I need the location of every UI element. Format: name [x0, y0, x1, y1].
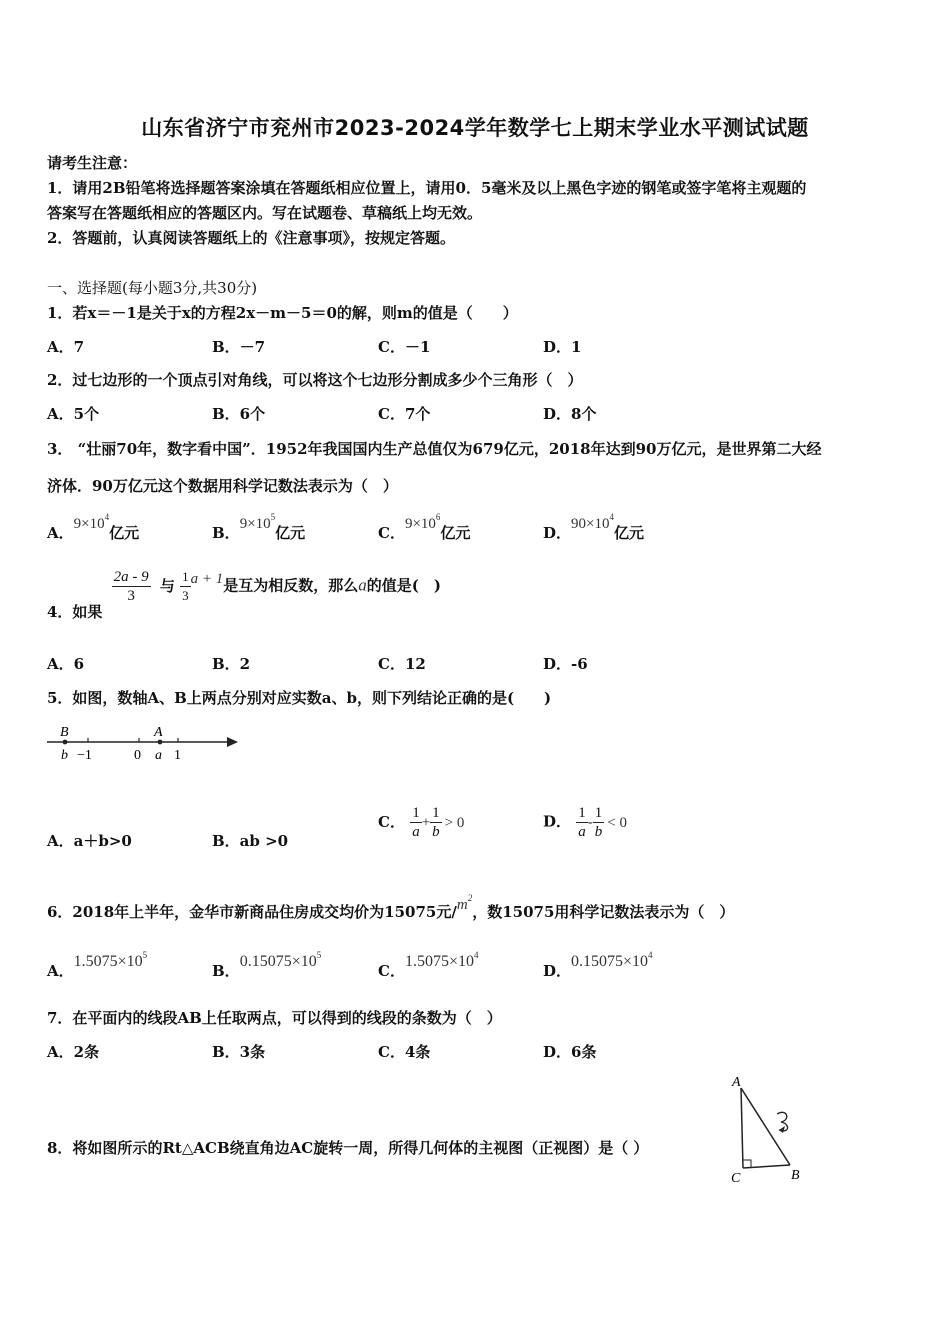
q5-option-d [543, 804, 627, 841]
notice-line-2: 2．答题前，认真阅读答题纸上的《注意事项》，按规定答题。 [47, 229, 455, 247]
q4-option-d: D．-6 [543, 655, 588, 673]
q3-a-label: A． [47, 524, 74, 542]
q2-option-c: C．7个 [378, 405, 431, 423]
q3-option-d [543, 512, 644, 543]
q4-option-a: A．6 [47, 655, 85, 673]
q1-option-d: D．1 [543, 338, 582, 356]
q5-c-label: C． [378, 812, 405, 831]
section-heading: 一、选择题(每小题3分,共30分) [47, 279, 258, 297]
label-minus-one: −1 [77, 748, 92, 763]
q5-c-frac2: $\frac{1}{b}$ [432, 805, 440, 840]
label-vertex-a: A [732, 1075, 741, 1090]
q3-b-label: B． [212, 524, 240, 542]
q6-option-d: D．$0.15075\times 10^4$ [543, 950, 653, 980]
q6-stem [47, 893, 735, 922]
q6-stem-b: ，数15075用科学记数法表示为（ ） [472, 903, 735, 921]
q5-d-frac2: $\frac{1}{b}$ [594, 805, 603, 840]
side-ac [741, 1088, 743, 1168]
q5-d-frac1: $\frac{1}{a}$ [578, 805, 586, 840]
q3-d-base: 90×10 [571, 516, 610, 532]
q3-d-unit: 亿元 [613, 524, 644, 542]
notice-heading: 请考生注意： [47, 154, 138, 172]
q7-stem: 7．在平面内的线段AB上任取两点，可以得到的线段的条数为（ ） [47, 1009, 502, 1027]
q1-option-c: C．－1 [378, 338, 431, 356]
label-one: 1 [174, 748, 181, 763]
q7-option-a: A．2条 [47, 1043, 100, 1061]
q7-option-d: D．6条 [543, 1043, 597, 1061]
q4-suffix: 是互为相反数，那么 [223, 576, 359, 595]
q2-option-b: B．6个 [212, 405, 266, 423]
q8-stem: 8．将如图所示的Rt△ACB绕直角边AC旋转一周，所得几何体的主视图（正视图）是（ ） [47, 1139, 649, 1157]
page-title: 山东省济宁市兖州市2023-2024学年数学七上期末学业水平测试试题 [141, 116, 809, 140]
right-triangle-figure [725, 1072, 815, 1187]
label-vertex-b: B [791, 1168, 800, 1183]
label-b: b [61, 748, 68, 763]
q4-mid: 与 [159, 576, 175, 595]
label-vertex-c: C [731, 1171, 741, 1186]
notice-line-1a: 1．请用2B铅笔将选择题答案涂填在答题纸相应位置上，请用0．5毫米及以上黑色字迹的钢笔或签字笔将主观题的 [47, 179, 807, 197]
q3-stem-b: 济体．90万亿元这个数据用科学记数法表示为（ ） [47, 477, 398, 495]
q4-option-c: C．12 [378, 655, 426, 673]
q4-stem [47, 568, 441, 621]
label-B: B [60, 725, 69, 740]
q3-stem-a: 3． “壮丽70年，数字看中国”．1952年我国国内生产总值仅为679亿元，2018年达到90万亿元，是世界第二大经 [47, 440, 822, 458]
q5-d-rel: < 0 [607, 814, 627, 831]
side-cb [743, 1165, 790, 1168]
q3-c-exp: 6 [435, 512, 441, 522]
label-a: a [155, 748, 162, 763]
q6-option-a: A．$1.5075\times 10^5$ [47, 950, 148, 980]
q7-option-c: C．4条 [378, 1043, 431, 1061]
q3-c-label: C． [378, 524, 405, 542]
q3-b-unit: 亿元 [275, 524, 306, 542]
rotation-arrowhead [779, 1126, 785, 1133]
q3-a-base: 9×10 [73, 516, 105, 532]
number-line-arrow [227, 737, 238, 747]
q6-option-c: C．$1.5075\times 10^4$ [378, 950, 479, 980]
q3-b-exp: 5 [270, 512, 276, 522]
q5-option-c [378, 804, 464, 841]
q6-unit: $m^2$ [456, 893, 473, 913]
number-line-figure [44, 720, 244, 770]
label-zero: 0 [134, 748, 141, 763]
q3-option-b [212, 512, 306, 543]
q3-b-base: 9×10 [239, 516, 271, 532]
q1-stem: 1．若x＝－1是关于x的方程2x－m－5＝0的解，则m的值是（ ） [47, 304, 518, 322]
q1-option-a: A．7 [47, 338, 85, 356]
q3-option-c [378, 512, 471, 543]
q3-c-unit: 亿元 [440, 524, 471, 542]
q5-d-op: - [587, 814, 593, 831]
q4-frac2-num: 1 [180, 568, 191, 587]
q4-frac1-num: 2a - 9 [113, 569, 149, 585]
q3-a-exp: 4 [104, 512, 110, 522]
point-a [158, 740, 163, 745]
q4-end: 的值是( ) [366, 576, 441, 595]
q5-c-frac1: $\frac{1}{a}$ [412, 805, 420, 840]
q4-prefix: 4．如果 [47, 602, 103, 621]
label-A: A [154, 725, 163, 740]
q5-stem: 5．如图，数轴A、B上两点分别对应实数a、b，则下列结论正确的是( ) [47, 689, 552, 707]
q7-option-b: B．3条 [212, 1043, 266, 1061]
q2-option-a: A．5个 [47, 405, 100, 423]
q4-frac1-den: 3 [127, 588, 135, 604]
notice-line-1b: 答案写在答题纸相应的答题区内。写在试题卷、草稿纸上均无效。 [47, 204, 483, 222]
point-b [63, 740, 68, 745]
q3-c-base: 9×10 [404, 516, 436, 532]
q6-stem-a: 6．2018年上半年，金华市新商品住房成交均价为15075元/ [47, 903, 457, 921]
q3-d-label: D． [543, 524, 572, 542]
q6-option-b: B．$0.15075\times 10^5$ [212, 950, 322, 980]
q5-option-a: A．a＋b>0 [47, 832, 132, 850]
q2-option-d: D．8个 [543, 405, 597, 423]
q3-a-unit: 亿元 [109, 524, 140, 542]
q4-option-b: B．2 [212, 655, 251, 673]
q3-option-a [47, 512, 140, 543]
side-ab [741, 1088, 790, 1165]
q4-frac2-den: 3 [182, 588, 189, 603]
q3-d-exp: 4 [609, 512, 614, 522]
q4-fraction-2 [180, 568, 191, 605]
q5-option-b: B．ab >0 [212, 832, 289, 850]
q5-c-op: + [421, 814, 431, 831]
q5-d-label: D． [543, 812, 572, 831]
q4-fraction-1 [112, 568, 151, 605]
right-angle-mark [743, 1160, 751, 1168]
q2-stem: 2．过七边形的一个顶点引对角线，可以将这个七边形分割成多少个三角形（ ） [47, 371, 583, 389]
q1-option-b: B．－7 [212, 338, 266, 356]
q4-var: a [358, 575, 367, 595]
q5-c-rel: > 0 [444, 814, 465, 831]
q4-frac2-tail: a + 1 [190, 570, 224, 587]
